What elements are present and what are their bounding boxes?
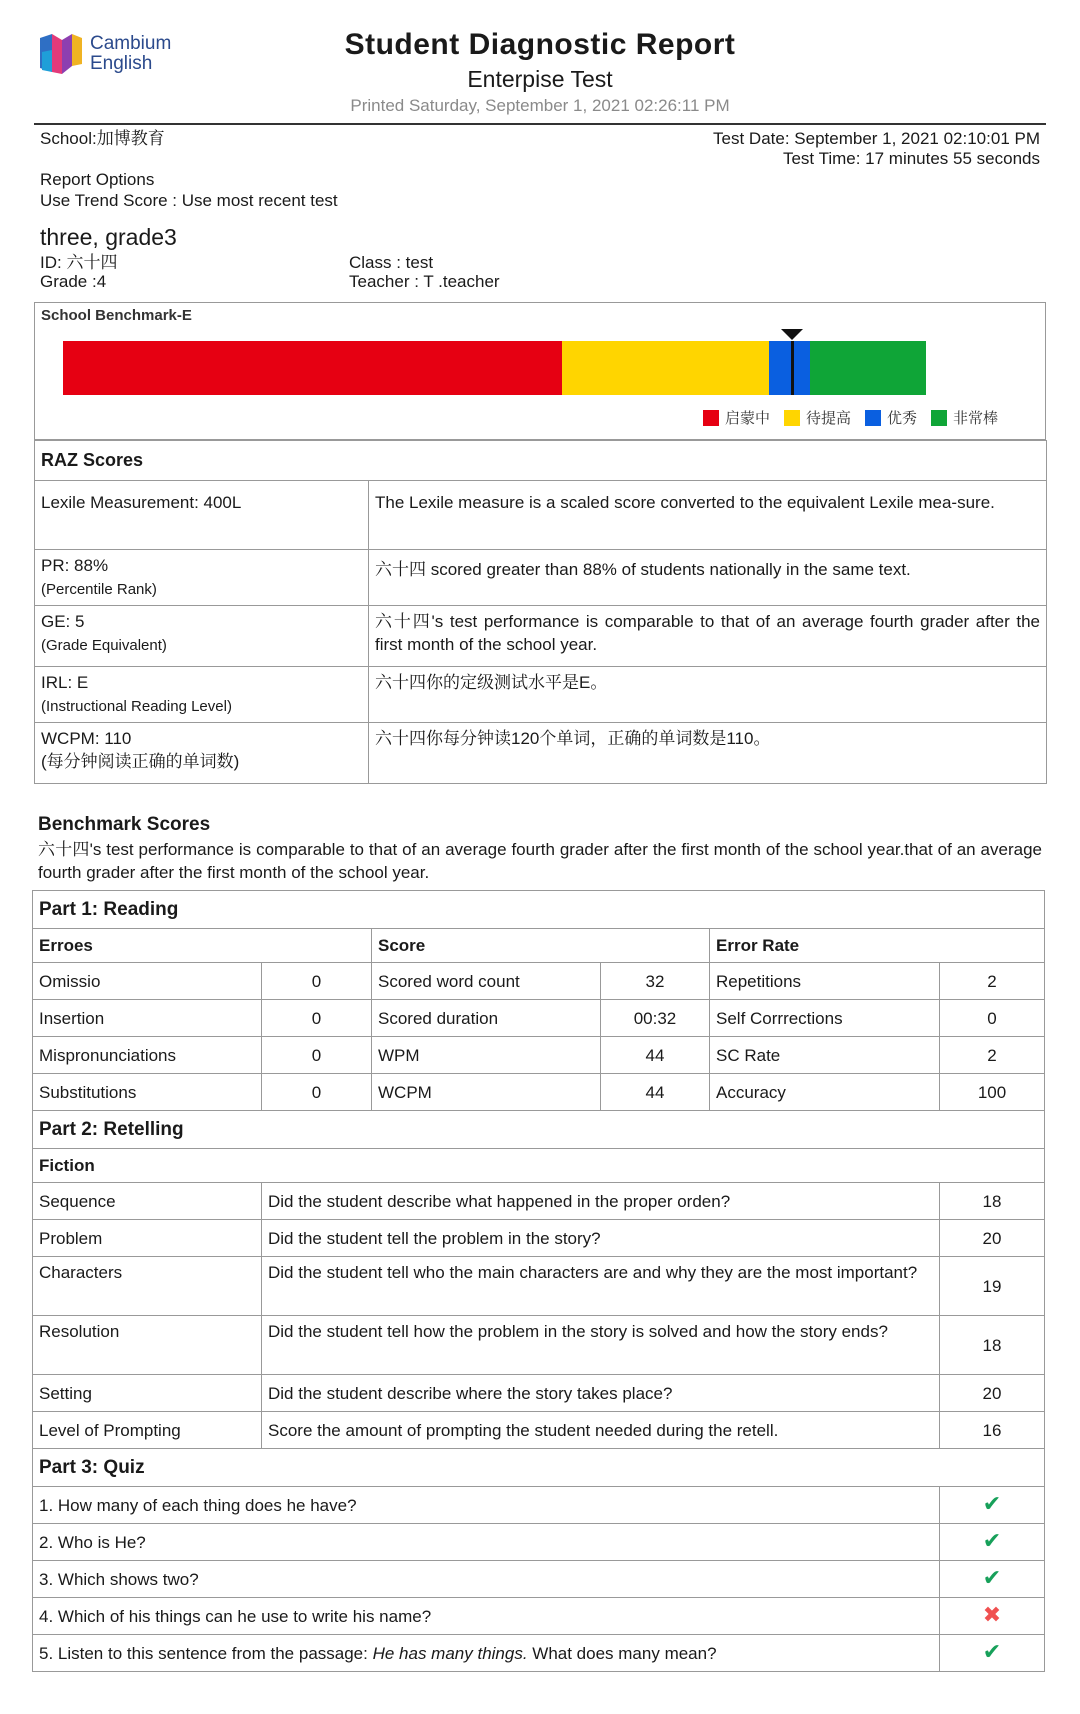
table-row (33, 1074, 1045, 1111)
raz-label-ge (35, 606, 369, 667)
part1-title: Part 1: Reading (33, 891, 1045, 929)
cell: Omissio (33, 963, 262, 1000)
quiz-question (33, 1635, 940, 1672)
table-row (33, 1037, 1045, 1074)
logo-text-line2: English (90, 53, 153, 74)
benchmark-marker-arrow (781, 329, 803, 340)
trend-score-option: Use Trend Score : Use most recent test (40, 191, 338, 210)
raz-label-wcpm (35, 723, 369, 784)
benchmark-segment-4 (810, 341, 926, 395)
cell: 0 (262, 1000, 372, 1037)
test-time: Test Time: 17 minutes 55 seconds (782, 149, 1040, 168)
cell: Self Corrrections (710, 1000, 940, 1037)
cell: 44 (601, 1074, 710, 1111)
raz-desc-pr: 六十四 scored greater than 88% of students nationally in the same text. (369, 550, 1047, 606)
retell-score: 19 (940, 1257, 1045, 1316)
quiz-result (940, 1635, 1045, 1672)
cell: 44 (601, 1037, 710, 1074)
benchmark-label: School Benchmark-E (41, 307, 192, 324)
cell: 2 (940, 1037, 1045, 1074)
report-options-label: Report Options (40, 170, 155, 189)
retell-score: 20 (940, 1375, 1045, 1412)
retell-score: 18 (940, 1316, 1045, 1375)
part2-category: Fiction (33, 1149, 1045, 1183)
benchmark-segment-2 (562, 341, 769, 395)
raz-label-text: IRL: E (41, 673, 89, 692)
raz-desc-ge: 六十四's test performance is comparable to that of an average fourth grader after the first month of the school year. (369, 606, 1047, 667)
raz-label-sub: (Percentile Rank) (41, 581, 157, 598)
report-subtitle: Enterpise Test (467, 66, 613, 92)
student-id: ID: 六十四 (40, 253, 118, 272)
table-row (33, 1635, 1045, 1672)
cell: Scored word count (372, 963, 601, 1000)
table-row (33, 1561, 1045, 1598)
quiz-question: 1. How many of each thing does he have? (33, 1487, 940, 1524)
part1-header-score: Score (372, 929, 710, 963)
cell: WPM (372, 1037, 601, 1074)
benchmark-scores-title: Benchmark Scores (38, 814, 211, 835)
raz-label-irl (35, 667, 369, 723)
legend-swatch-green (931, 410, 947, 426)
retell-label: Level of Prompting (33, 1412, 262, 1449)
retell-question: Did the student tell the problem in the story? (262, 1220, 940, 1257)
cell: 00:32 (601, 1000, 710, 1037)
check-icon: ✔ (982, 1639, 1002, 1664)
check-icon: ✔ (982, 1491, 1002, 1516)
cell: Insertion (33, 1000, 262, 1037)
quiz-result (940, 1561, 1045, 1598)
part2-title: Part 2: Retelling (33, 1111, 1045, 1149)
quiz-result (940, 1487, 1045, 1524)
school-name: School:加博教育 (40, 129, 165, 148)
retell-question: Did the student tell who the main characters are and why they are the most important? (262, 1257, 940, 1316)
table-row (33, 1257, 1045, 1316)
table-row (33, 1316, 1045, 1375)
legend-label-4: 非常棒 (953, 410, 999, 427)
retell-question: Did the student tell how the problem in the story is solved and how the story ends? (262, 1316, 940, 1375)
quiz-question: 3. Which shows two? (33, 1561, 940, 1598)
raz-desc-lexile: The Lexile measure is a scaled score converted to the equivalent Lexile mea-sure. (369, 481, 1047, 550)
test-date: Test Date: September 1, 2021 02:10:01 PM (713, 129, 1040, 148)
raz-label-sub: (Grade Equivalent) (41, 637, 167, 654)
quiz-q5-prefix: 5. Listen to this sentence from the passage: (39, 1643, 373, 1663)
quiz-result (940, 1598, 1045, 1635)
quiz-question: 2. Who is He? (33, 1524, 940, 1561)
table-row (33, 963, 1045, 1000)
retell-label: Setting (33, 1375, 262, 1412)
cell: 0 (262, 963, 372, 1000)
printed-timestamp: Printed Saturday, September 1, 2021 02:26:11 PM (350, 96, 730, 115)
logo-text-line1: Cambium (90, 33, 172, 54)
cross-icon: ✖ (982, 1602, 1002, 1627)
cell: 0 (262, 1074, 372, 1111)
cell: Scored duration (372, 1000, 601, 1037)
raz-desc-wcpm: 六十四你每分钟读120个单词，正确的单词数是110。 (369, 723, 1047, 784)
cell: 100 (940, 1074, 1045, 1111)
table-row (33, 1412, 1045, 1449)
retell-question: Score the amount of prompting the student needed during the retell. (262, 1412, 940, 1449)
legend-swatch-red (703, 410, 719, 426)
part1-header-errors: Erroes (33, 929, 372, 963)
table-row (33, 1220, 1045, 1257)
check-icon: ✔ (982, 1565, 1002, 1590)
cell: 0 (940, 1000, 1045, 1037)
raz-label-text: GE: 5 (41, 612, 85, 631)
raz-label-text: Lexile Measurement: 400L (41, 493, 242, 512)
retell-label: Problem (33, 1220, 262, 1257)
raz-label-text: WCPM: 110 (41, 729, 132, 748)
retell-score: 16 (940, 1412, 1045, 1449)
quiz-q5-suffix: What does many mean? (527, 1643, 717, 1663)
retell-label: Sequence (33, 1183, 262, 1220)
student-class: Class : test (349, 253, 434, 272)
cell: 32 (601, 963, 710, 1000)
raz-label-lexile (35, 481, 369, 550)
benchmark-scores-desc: 六十四's test performance is comparable to that of an average fourth grader after the first month of the school year.that of an average fourth grader after the first month of the school year. (38, 840, 1042, 882)
legend-label-2: 待提高 (806, 410, 852, 427)
check-icon: ✔ (982, 1528, 1002, 1553)
legend-swatch-blue (865, 410, 881, 426)
part3-title: Part 3: Quiz (33, 1449, 1045, 1487)
raz-desc-irl: 六十四你的定级测试水平是E。 (369, 667, 1047, 723)
retell-score: 20 (940, 1220, 1045, 1257)
retell-score: 18 (940, 1183, 1045, 1220)
table-row (33, 1375, 1045, 1412)
header-divider (34, 123, 1046, 125)
table-row (33, 1598, 1045, 1635)
cell: Repetitions (710, 963, 940, 1000)
raz-label-sub: (每分钟阅读正确的单词数) (41, 752, 240, 771)
raz-label-text: PR: 88% (41, 556, 109, 575)
benchmark-scores-table (32, 890, 1045, 1672)
cell: Substitutions (33, 1074, 262, 1111)
legend-label-3: 优秀 (887, 410, 918, 427)
benchmark-marker-line (791, 341, 794, 395)
table-row (33, 1000, 1045, 1037)
student-grade: Grade :4 (40, 272, 107, 291)
cell: WCPM (372, 1074, 601, 1111)
legend-swatch-yellow (784, 410, 800, 426)
retell-question: Did the student describe where the story takes place? (262, 1375, 940, 1412)
cell: SC Rate (710, 1037, 940, 1074)
table-row (33, 1183, 1045, 1220)
student-teacher: Teacher : T .teacher (349, 272, 500, 291)
quiz-result (940, 1524, 1045, 1561)
raz-scores-table (34, 440, 1047, 784)
quiz-question: 4. Which of his things can he use to write his name? (33, 1598, 940, 1635)
benchmark-segment-3 (769, 341, 810, 395)
quiz-q5-italic: He has many things. (372, 1643, 528, 1663)
retell-label: Characters (33, 1257, 262, 1316)
cell: Mispronunciations (33, 1037, 262, 1074)
raz-label-pr (35, 550, 369, 606)
benchmark-segment-1 (63, 341, 562, 395)
retell-question: Did the student describe what happened in the proper orden? (262, 1183, 940, 1220)
benchmark-legend (703, 407, 998, 428)
table-row (33, 1524, 1045, 1561)
part1-header-error-rate: Error Rate (710, 929, 1045, 963)
retell-label: Resolution (33, 1316, 262, 1375)
student-name: three, grade3 (40, 224, 177, 250)
cell: 0 (262, 1037, 372, 1074)
legend-label-1: 启蒙中 (725, 410, 771, 427)
report-title: Student Diagnostic Report (344, 28, 736, 61)
school-benchmark-panel (34, 302, 1046, 440)
table-row (33, 1487, 1045, 1524)
cell: 2 (940, 963, 1045, 1000)
cell: Accuracy (710, 1074, 940, 1111)
raz-label-sub: (Instructional Reading Level) (41, 698, 232, 715)
raz-scores-title: RAZ Scores (35, 441, 1047, 481)
